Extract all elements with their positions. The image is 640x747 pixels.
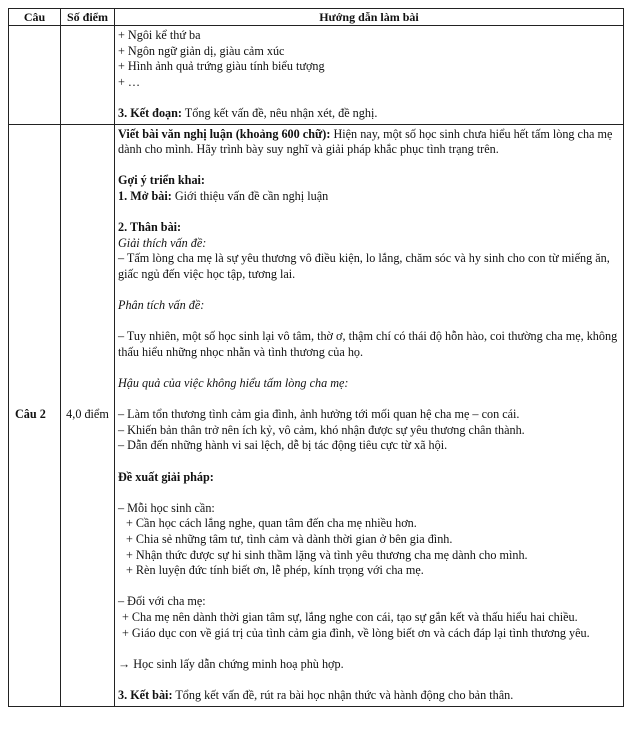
giai-thich-text: – Tấm lòng cha mẹ là sự yêu thương vô điều kiện, lo lắng, chăm sóc và hy sinh cho con từ miếng ăn, giấc ngủ đến việc học tập, tương lai.	[118, 251, 610, 281]
table-row-cau-2	[9, 124, 624, 706]
list-item: + Giáo dục con về giá trị của tình cảm gia đình, về lòng biết ơn và cách đáp lại tình thương yêu.	[122, 625, 590, 640]
prompt-text: Hiện nay, một số học sinh chưa hiểu hết tấm lòng cha mẹ dành cho mình. Hãy trình bày suy nghĩ và giải pháp khắc phục tình trạng trên.	[118, 126, 613, 157]
goi-y-heading: Gợi ý triển khai:	[118, 173, 205, 188]
mo-bai	[118, 189, 620, 205]
prompt	[118, 127, 620, 158]
hoc-sinh-label: – Mỗi học sinh cần:	[118, 500, 215, 515]
mo-bai-text: Giới thiệu vấn đề cần nghị luận	[171, 188, 329, 203]
list-item: + Hình ảnh quả trứng giàu tính biểu tượng	[118, 59, 325, 74]
list-item: + Cần học cách lắng nghe, quan tâm đến cha mẹ nhiều hơn.	[126, 516, 417, 531]
table-row-continued	[9, 26, 624, 125]
list-item: + Rèn luyện đức tính biết ơn, lễ phép, kính trọng với cha mẹ.	[126, 563, 424, 578]
de-xuat-heading: Đề xuất giải pháp:	[118, 469, 214, 484]
ket-doan-label: 3. Kết đoạn:	[118, 105, 182, 120]
cell-guide-2	[115, 124, 624, 706]
phan-tich-text: – Tuy nhiên, một số học sinh lại vô tâm, thờ ơ, thậm chí có thái độ hỗn hào, coi thường cha mẹ, không thấu hiểu những nhọc nhằn và tình thương của họ.	[118, 329, 618, 359]
list-item: – Khiến bản thân trở nên ích kỷ, vô cảm, khó nhận được sự yêu thương chân thành.	[118, 422, 525, 437]
cell-diem-empty	[61, 26, 115, 125]
ket-bai-label: 3. Kết bài:	[118, 687, 173, 702]
prompt-label: Viết bài văn nghị luận (khoảng 600 chữ):	[118, 126, 331, 141]
header-so-diem: Số điểm	[61, 9, 115, 26]
than-bai-heading: 2. Thân bài:	[118, 220, 182, 235]
header-cau: Câu	[9, 9, 61, 26]
list-item: – Làm tổn thương tình cảm gia đình, ảnh hưởng tới mối quan hệ cha mẹ – con cái.	[118, 407, 520, 422]
cell-diem-2: 4,0 điểm	[61, 124, 115, 706]
header-huong-dan: Hướng dẫn làm bài	[115, 9, 624, 26]
answer-guide-table	[8, 8, 624, 707]
list-item: + Cha mẹ nên dành thời gian tâm sự, lắng nghe con cái, tạo sự gắn kết và thấu hiểu hai chiều.	[122, 609, 578, 624]
ket-doan-text: Tổng kết vấn đề, nêu nhận xét, đề nghị.	[181, 105, 378, 120]
ket-bai	[118, 688, 620, 704]
hau-qua-heading: Hậu quả của việc không hiểu tấm lòng cha mẹ:	[118, 376, 349, 391]
list-item: + Chia sẻ những tâm tư, tình cảm và dành thời gian ở bên gia đình.	[126, 532, 453, 546]
list-item: + Ngôn ngữ giản dị, giàu cảm xúc	[118, 43, 285, 58]
list-item: + …	[118, 74, 141, 89]
dan-chung: → Học sinh lấy dẫn chứng minh hoạ phù hợp.	[118, 656, 344, 671]
cell-guide-continued	[115, 26, 624, 125]
ket-doan	[118, 106, 620, 122]
list-item: – Dẫn đến những hành vi sai lệch, dễ bị tác động tiêu cực từ xã hội.	[118, 438, 448, 453]
list-item: + Ngôi kể thứ ba	[118, 28, 201, 42]
ket-bai-text: Tổng kết vấn đề, rút ra bài học nhận thức và hành động cho bản thân.	[172, 687, 514, 702]
list-item: + Nhận thức được sự hi sinh thầm lặng và tình yêu thương cha mẹ dành cho mình.	[126, 547, 528, 562]
cell-cau-empty	[9, 26, 61, 125]
giai-thich-heading: Giải thích vấn đề:	[118, 235, 207, 250]
cha-me-label: – Đối với cha mẹ:	[118, 594, 206, 609]
cell-cau-2: Câu 2	[9, 124, 61, 706]
phan-tich-heading: Phân tích vấn đề:	[118, 298, 205, 313]
table-header-row	[9, 9, 624, 26]
mo-bai-label: 1. Mở bài:	[118, 188, 172, 203]
